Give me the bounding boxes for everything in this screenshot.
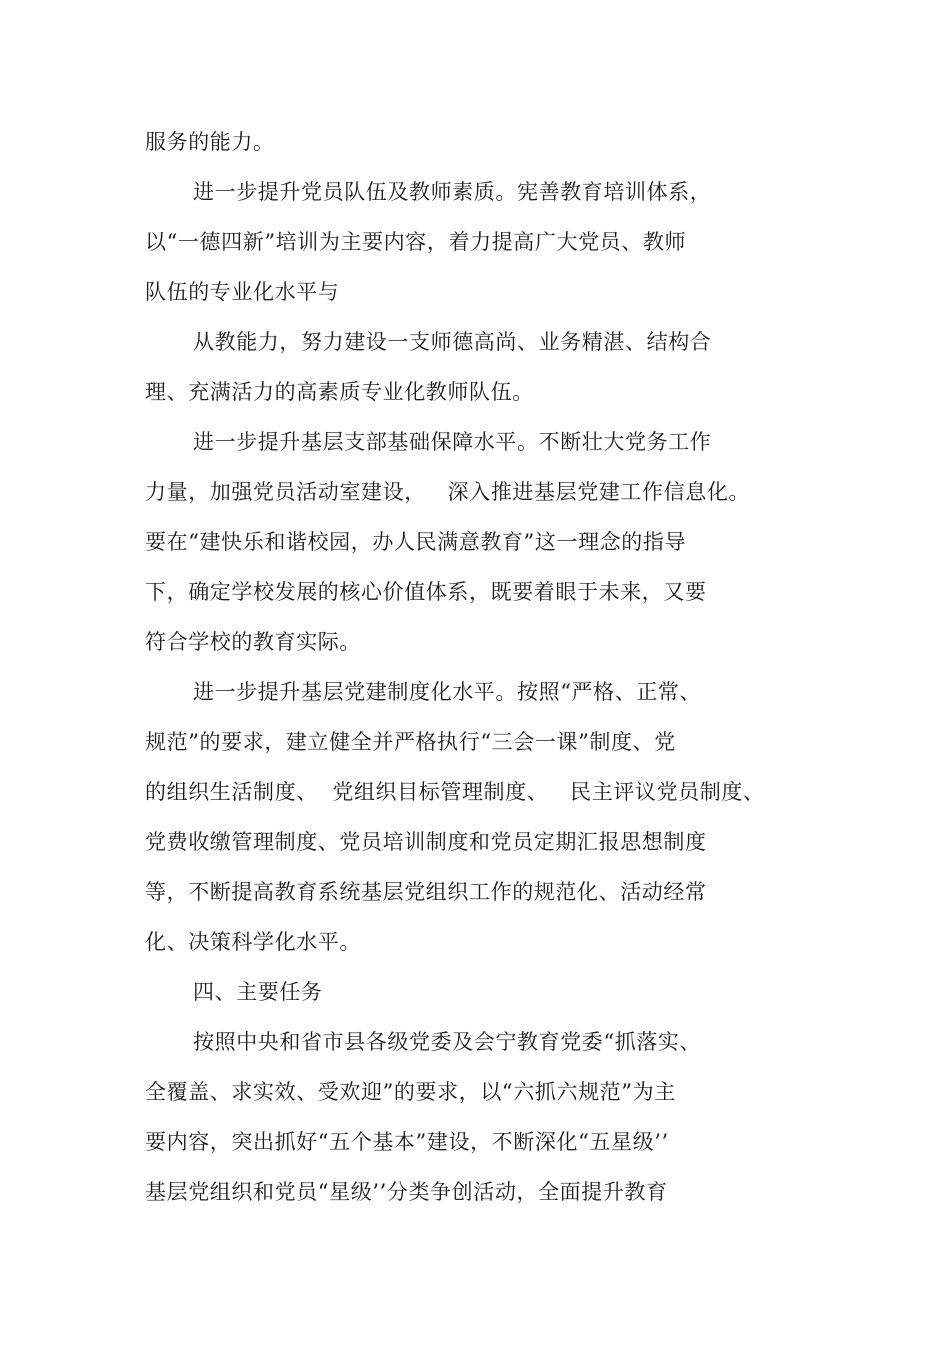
- text-line: 服务的能力。: [145, 130, 275, 154]
- paragraph-start: 进一步提升党员队伍及教师素质。宪善教育培训体系，: [193, 180, 712, 204]
- paragraph-start: 进一步提升基层支部基础保障水平。不断壮大党务工作: [193, 430, 712, 454]
- text-line: 要内容，突出抓好“五个基本”建设，不断深化“五星级’’: [145, 1130, 669, 1154]
- paragraph-start: 从教能力，努力建设一支师德高尚、业务精湛、结构合: [193, 330, 712, 354]
- text-line: 队伍的专业化水平与: [145, 280, 340, 304]
- text-line: 全覆盖、求实效、受欢迎”的要求，以“六抓六规范”为主: [145, 1080, 676, 1104]
- text-line: 化、决策科学化水平。: [145, 930, 361, 954]
- text-line: 规范”的要求，建立健全并严格执行“三会一课”制度、党: [145, 730, 676, 754]
- text-line: 要在“建快乐和谐校园，办人民满意教育”这一理念的指导: [145, 530, 687, 554]
- text-line: 下，确定学校发展的核心价值体系，既要着眼于未来，又要: [145, 580, 707, 604]
- section-heading: 四、主要任务: [193, 980, 323, 1004]
- text-line: 理、充满活力的高素质专业化教师队伍。: [145, 380, 534, 404]
- text-line: 以“一德四新”培训为主要内容，着力提高广大党员、教师: [145, 230, 687, 254]
- text-line: 的组织生活制度、 党组织目标管理制度、 民主评议党员制度、: [145, 780, 765, 804]
- text-line: 等，不断提高教育系统基层党组织工作的规范化、活动经常: [145, 880, 707, 904]
- paragraph-start: 按照中央和省市县各级党委及会宁教育党委“抓落实、: [193, 1030, 702, 1054]
- text-line: 力量，加强党员活动室建设， 深入推进基层党建工作信息化。: [145, 480, 751, 504]
- text-line: 基层党组织和党员“星级’’分类争创活动，全面提升教育: [145, 1180, 668, 1204]
- paragraph-start: 进一步提升基层党建制度化水平。按照“严格、正常、: [193, 680, 702, 704]
- text-line: 党费收缴管理制度、党员培训制度和党员定期汇报思想制度: [145, 830, 707, 854]
- text-line: 符合学校的教育实际。: [145, 630, 361, 654]
